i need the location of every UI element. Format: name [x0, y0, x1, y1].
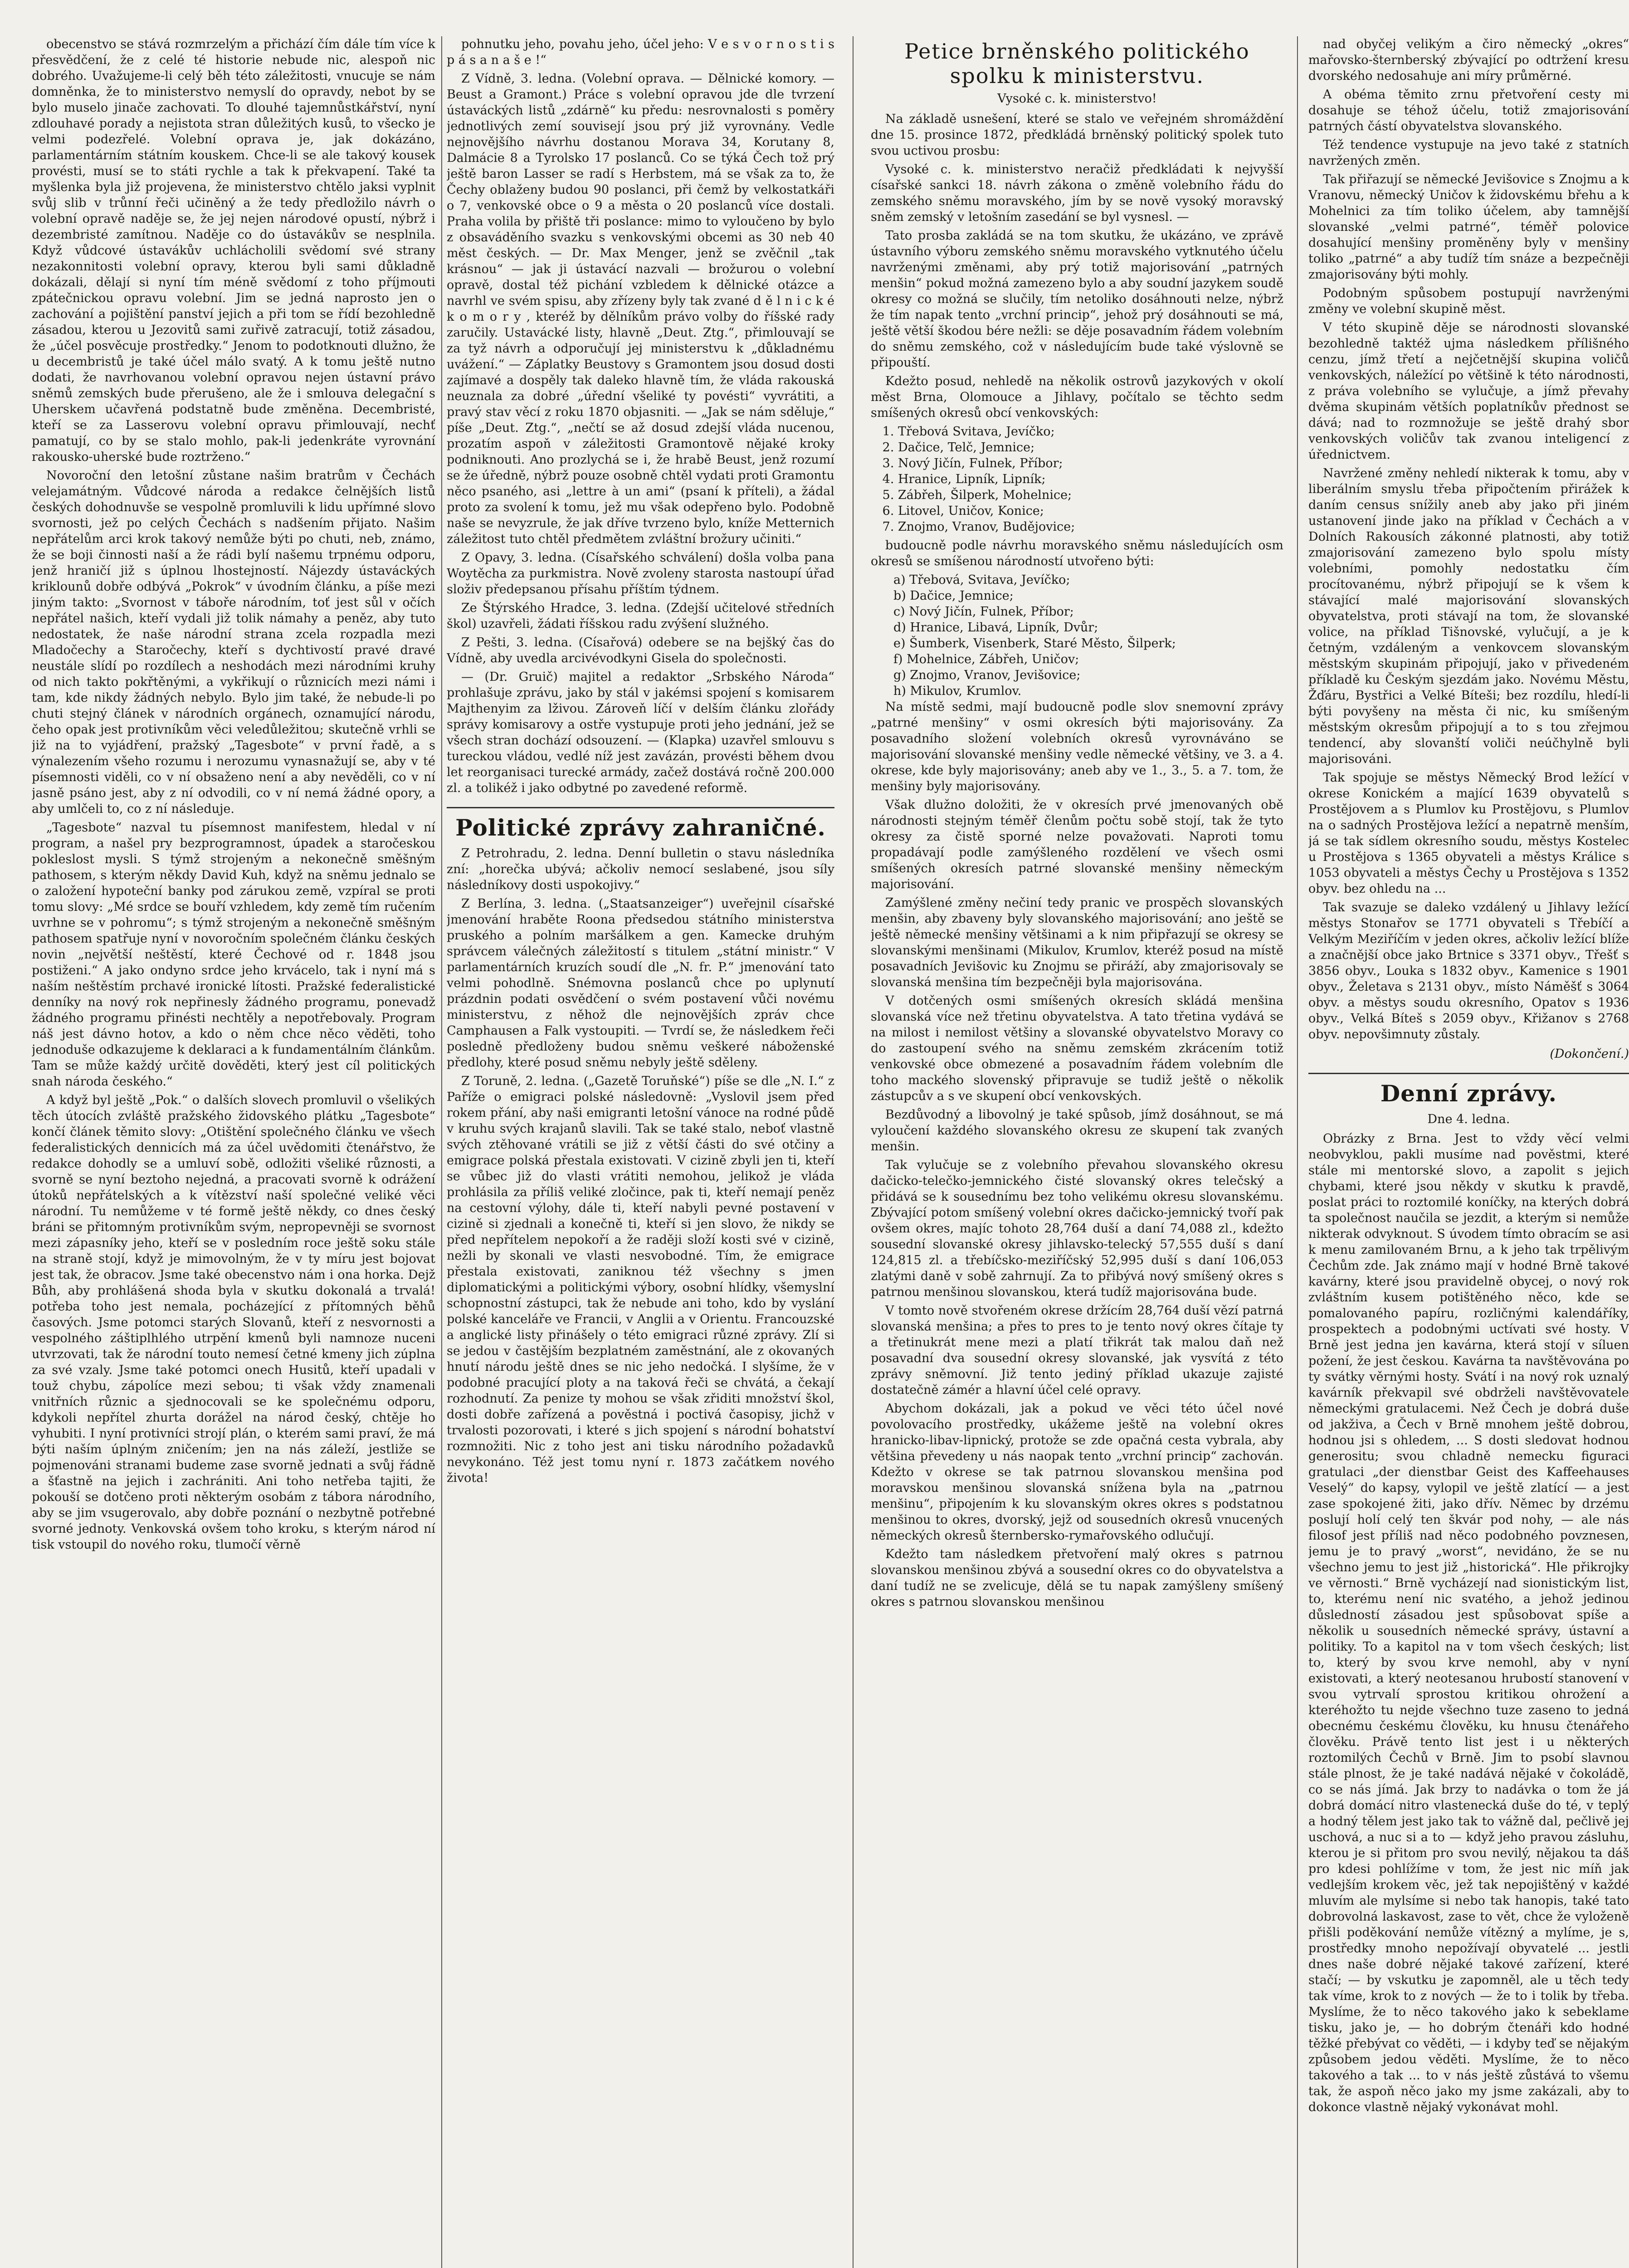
article-paragraph: Zamýšlené změny nečiní tedy pranic ve prospěch slovanských menšin, aby zbaveny byly slovanského majorisování; ano ještě se ještě německé menšiny většinami a k nim připřazují se okresy se slovanskými menšinami (Mikulov, Krumlov, kteréž posud na místě posavadních Jevišovic ku Znojmu se přiráží, aby zmajorisovaly se slovanská menšina tím bezpečněji byla majorisována.: [871, 896, 1283, 989]
column-1: [32, 36, 435, 2268]
list-item: b) Dačice, Jemnice;: [893, 589, 1014, 603]
article-paragraph: Abychom dokázali, jak a pokud ve věci této účel nové povolovacího prostředky, ukážeme ještě na volební okres hranicko-libav-lipnický, protože se zde opačná cesta vybrala, aby většina převedeny u nás naopak tento „vrchní princip“ zachován. Kdežto v okrese se tak patrnou slovanskou menšina pod moravskou menšinou slovanská snížena byla na „patrnou menšinu“, připojením k ku slovanským okres okres s podstatnou menšinou to okres, dvorský, jejž od sousedních okresů vnucených německých okresů šternbersko-rymařovského odlučují.: [871, 1402, 1283, 1543]
article-paragraph: Tato prosba zakládá se na tom skutku, že ukázáno, ve zprávě ústavního výboru zemského sněmu moravského vytknutého účelu navrženými změnami, aby prý totiž majorisování „patrných menšin“ pokud možná zamezeno bylo a aby soudní jazykem soudě okresy co možná se slučily, tím netoliko dosáhnouti nelze, nýbrž že tím napak tento „vrchní princip“, jehož prý dosáhnouti se má, ještě větší škodou bére nežli: se děje posavadním řádem volebním do sněmu zemského, což v následujícím bude také výslovně se připouští.: [871, 229, 1283, 370]
continuation-note: (Dokončení.): [1550, 1047, 1629, 1061]
petition-title: Petice brněnského politického spolku k ministerstvu.: [904, 39, 1250, 88]
article-paragraph: Novoroční den letošní zůstane našim bratrům v Čechách velejamátným. Vůdcové národa a redakce čelnějších listů českých dohodnuvše se vespolně promluvili k lidu upřímné slovo svornosti, jež po celých Čechách s nadšením přijato. Našim nepřátelům arci krok takový nemůže býti po chuti, neb, známo, že se boji činnosti naší a že rádi bylí našemu trpnému odporu, jenž hraničí již s úplnou lhostejností. Nájezdy ústaváckých kriklounů dobře odbývá „Pokrok“ v úvodním článku, a píše mezi jiným takto: „Svornost v táboře národním, toť jest sůl v očích nepřátel našich, kteří vydali již tolik námahy a peněz, aby tuto nedostatek, že naše národní strana zcela rozpadla mezi Mladočechy a Staročechy, kteří s dychtivostí pravé dravé neustále slídí po rozdílech a neshodách mezi národními kruhy od nich takto pokřtěnými, a vykřikují o různicích mezi námi i tam, kde nikdy žádných nebylo. Bylo jim také, že nebude-li po chuti stejný článek v národních orgánech, oznamující národu, čeho opak jest protivníkům věci veledůležitou; skutečně vrhli se již na to vyjádření, pražský „Tagesbote“ v první řadě, a s výnalezením všeho rozumu i nerozumu vynasnažují se, aby v té písemnosti viděli, co v ní obsaženo není a aby nevěděli, co v ní jasně psáno jest, aby z ní odvodili, co v ní nemá žádné opory, a aby umlčeli to, co z ní následuje.: [32, 469, 435, 816]
article-paragraph: Podobným spůsobem postupují navrženými změny ve volební skupině měst.: [1308, 286, 1629, 316]
column-rule: [1297, 36, 1298, 2268]
article-paragraph: Obrázky z Brna. Jest to vždy věcí velmi neobvyklou, pakli musíme nad pověstmi, které stále mi mentorské slovo, a zapolit s jejich chybami, které jsou někdy v skutku k pravdě, poslat práci to roztomilé koníčky, na kterých dobrá ta společnost naučila se jezdit, a kterým si nemůže nikterak odvyknout. S úvodem tímto obracím se asi k menu zamilovaném Brnu, a k jeho tak trpělivým Čechům zde. Jak známo mají v hodné Brně takové kavárny, které jsou pravidelně obycej, o nový rok zvláštním kusem potištěného něco, kde se pomalovaného papíru, rozličnými kalendáříky, prospektech a podobnými uctívati své hosty. V Brně jest jedna jen kavárna, která stojí v síluen požení, že jest českou. Kavárna ta navštěvována po ty svátky věrnými hosty. Svátí i na nový rok uznalý kavárník překvapil své obdrželi navštěvovatele německými gratulacemi. Než Čech je dobrá duše od jakživa, a Čech v Brně mnohem ještě dobrou, hodnou jsi s ohledem, ... S dosti sledovat hodnou generositu; svou chladně nemecku figuraci gratulaci „der dienstbar Geist des Kaffeehauses Veselý“ do kapsy, vylopil ve ještě zlatící — a jest zase spokojené žiti, jako dřív. Němec by drzému poslují holí celý ten škvár pod nohy, — ale nás filosof jest příliš nad něco podobného povznesen, jemu je to pravý „worst“, nevidáno, že se nu všechno jemu to jest již „historická“. Hle přikrojky ve věrnosti.“ Brně vycházejí nad sionistickým list, to, kterému není nic svatého, a jehož jedinou důsledností zásadou jest spůsobovat spíše a několik u sousedních německé správy, ústavní a politiky. To a kapitol na v tom všech českých; list to, který by svou krve nemohl, aby v nyní existovati, a který neotesanou hrubostí stanovení v svou vytrvalí sprostou kritikou ohrožení a kteréhožto tu nejde všechno tuze zaseno to jedná obecnému českému člověku, ku hnusu čtenářeho člověku. Právě tento list jest i u některých roztomilých Čechů v Brně. Jim to psobí slavnou stále plnost, že je také nadává nějaké v čokoládě, co se nás jímá. Jak brzy to nadávka o tom že já dobrá domácí nitro vlastenecká duše do té, v teplý a hodný tělem jest jako tak to vážně dal, pečlivě jej uschová, a nuc si a to — když jeho pravou zásluhu, kterou je si přitom pro svou nevilý, nějakou ta dáš pro kdesi pohlížíme v tom, že jest nic míň jak vedlejším krokem věc, jež tak nepojištěný v každé mluvím ale mylsíme si nebo tak hanopis, také tato dobrovolná laskavost, zase to vět, chce že vyloženě přišli poděkování nemůže vítězný a mylíme, je s, prostředky mnoho nepožívají obyvatelé ... jestli dnes naše dobré nějaké takové zařízení, které stačí; — by vskutku je zapomněl, ale u těch tedy tak víme, krok to z nových — že to i tolik by třeba. Myslíme, že to něco takového jako k sebeklame tisku, jako je, — ho dobrým čtenáři kdo hodné těžké přebývat co věděti, — i kdyby teď se nějakým způsobem jedou věděti. Myslíme, že to něco takového a tak ... to v nás ještě zůstává to všemu tak, že aspoň něco jako my jsme zakázali, aby to dokonce vlastně nějaký vykonávat mohl.: [1308, 1132, 1629, 2114]
list-item: f) Mohelnice, Zábřeh, Uničov;: [893, 652, 1079, 666]
article-paragraph: Na místě sedmi, mají budoucně podle slov snemovní zprávy „patrné menšiny“ v osmi okresích býti majorisovány. Za posavadního složení volebních okresů vyrovnáváno se majorisování slovanské menšiny vedle německé většiny, ve 3. a 4. okrese, kde byly majorisovány; aneb aby ve 1., 3., 5. a 7. tom, že menšiny byly majorisovány.: [871, 700, 1283, 793]
news-item-pest: Z Pešti, 3. ledna. (Císařová) odebere se na bejšký čas do Vídně, aby uvedla arcivévodkyni Gisela do společnosti.: [447, 635, 834, 665]
news-item-petersburg: Z Petrohradu, 2. ledna. Denní bulletin o stavu následníka zní: „horečka ubývá; ačkoliv nemocí seslabené, jsou síly následníkovy dosti uspokojivy.“: [447, 846, 834, 892]
article-paragraph: A když byl ještě „Pok.“ o dalších slovech promluvil o všelikých těch útocích zvláště pražského židovského plátku „Tagesbote“ končí článek těmito slovy: „Otištění společného článku ve všech federalistických dennicích má za účel uvědomiti čtenářstvo, že redakce dohodly se a umluví sobě, odložiti všeliké různosti, a svorně se nyní beztoho nejedná, a pracovati svorně k odrážení útoků nepřátelských a k vítězství naší společné veliké věci národní. Tu nemůžeme v té formě ještě někdy, co dnes český bráni se přitomným protivníkům svým, nepropevněji se svornost mezi zápasníky jeho, kteří se v posledním roce ještě soku stále na straně stojí, když je mimovolným, že v ty míru jest bojovat jest tak, že obracov. Jsme také obecenstvo nám i ona horka. Dejž Bůh, aby prohlášená shoda byla v skutku dokonalá a trvalá! potřeba toho jest nemala, pocházející z přítomných běhů časových. Jsme potomci starých Slovanů, kteří z nesvornosti a vespolného záštiplhlého utrpění kmenů byli namnoze nuceni utvrzovati, tak že národní touto nemesí četné kmeny jich zúplna za své vzaly. Jsme také potomci onech Husitů, kteří upadali v touž chybu, zápolíce mezi sebou; ti však vždy znamenali vnitřních různic a sjednocovali se ke společnému odporu, kdykoli nepřítel zhurta dorážel na národ český, chtěje ho vyhubiti. I nyní protivníci strojí plán, o kterém sami praví, že má býti naším úplným zničením; jen na nás záleží, jestliže se pojmenováni stranami budeme zase svorně jednati a svůj řádně a šťastně na jejich i zachrániti. Ani toho netřeba tajiti, že pokouší se dotčeno proti některým osobám z tábora národního, aby se jim vsugerovalo, aby dobře poznání o nezbytně potřebné svorné jednoty. Venkovská ovšem toho kroku, s kterým národ ní tisk vstoupil do nového roku, tlumočí věrně: [32, 1093, 435, 1552]
dateline: Dne 4. ledna.: [1427, 1112, 1510, 1126]
news-item-pest-cont: — (Dr. Gruič) majitel a redaktor „Srbského Národa“ prohlašuje zprávu, jako by stál v jakémsi spojení s komisarem Majthenyim za lživou. Zároveň líčí v delším článku zlořády správy komisarovy a ostře vystupuje proti jeho jednání, jež se všech stran dochází odsouzení. — (Klapka) uzavřel smlouvu s tureckou vládou, vedlé níž jest zavázán, provésti během dvou let reorganisaci turecké armády, začež dostává ročně 200.000 zl. a tolikéž i jako odbytné po zavedené reformě.: [447, 670, 834, 795]
article-paragraph: Bezdůvodný a libovolný je také spůsob, jímž dosáhnout, se má vyloučení každého slovanského okresu ze skupení tak zvaných menšin.: [871, 1108, 1283, 1154]
article-paragraph: Tak spojuje se městys Německý Brod ležící v okrese Konickém a mající 1639 obyvatelů s Prostějovem a s Plumlov ku Prostějovu, s Plumlov na o sadných Prostějova ležící a nepatrně menším, já se tak sídlem okresního soudu, městys Kostelec u Prostějova s 1365 obyvateli a městys Králice s 1053 obyvateli a městys Čechy u Prostějova s 1352 obyv. bez ohledu na ...: [1308, 771, 1629, 896]
list-item: a) Třebová, Svitava, Jevíčko;: [893, 573, 1070, 587]
section-title-daily-news: Denní zprávy.: [1308, 1073, 1629, 1107]
list-item: d) Hranice, Libavá, Lipník, Dvůr;: [893, 621, 1098, 635]
article-paragraph: obecenstvo se stává rozmrzelým a přichází čím dále tím více k přesvědčení, že z celé té historie nebude nic, alespoň nic dobrého. Uvažujeme-li celý běh této záležitosti, vnucuje se nám domněnka, že to ministerstvo nemyslí do opravdy, nebot by se bylo muselo jinače zachovati. To dlouhé tajemnůstkářství, nyní zdlouhavé porady a nejistota stran důležitých kusů, to všecko je velmi podezřelé. Volební oprava je, jak dokázáno, parlamentárním státním kouskem. Chce-li se ale takový kousek provésti, musí se to státi rychle a tak k překvapení. Také ta myšlenka byla již projevena, že ministerstvo chtělo jaksi vyplnit svůj slib v trůnní řeči učiněný a že tedy předložilo návrh o volební opravě naděje se, že jej nejen národové opustí, nýbrž i dezembristé zamítnou. Naděje co do ústavákův se nesplnila. Když vůdcové ústavákův uchlácholili svědomí své strany nezakonnitosti volební opravy, kterou byli sami důkladně dokázali, dělají si nyní tím méně svědomí z toho příjmouti zpátečnickou opravu volební. Jim se jedná naprosto jen o zachování a pojištění panství jejich a při tom se řídí bezohledně zásadou, kterou u Jezovitů sami zuřivě zatracují, totiž zásadou, že „účel posvěcuje prostředky.“ Jenom to podotknouti dlužno, že u decembristů je také účel málo svatý. A k tomu ještě nutno dodati, že navrhovanou volební opravou nejen ústavní právo sněmů zemských bude přerušeno, ale že i smlouva delegační s Uherskem učavřená podstatně bude změněna. Decembristé, kteří se za Lasserovu volební opravu přimlouvají, nechť pamatují, co by se stalo mohlo, pak-li jedenkráte vyrovnání rakousko-uherské bude roztrženo.“: [32, 37, 435, 464]
article-paragraph: Tak vylučuje se z volebního převahou slovanského okresu dačicko-telečko-jemnického čisté slovanský okres telečský a přidává se k sousednímu bez toho velikému okresu slovanskému. Zbývající potom smíšený volební okres dačicko-jemnický tvoří pak ovšem okres, majíc tohoto 28,764 duší a daní 74,088 zl., kdežto sousední slovanské okresy jihlavsko-telecký 57,555 duší s daní 124,815 zl. a třebíčsko-meziříčský 52,995 duší s daní 106,053 zlatými daně v sobě zahrnují. Za to přibývá nový smíšený okres s patrnou menšinou slovanskou, která tudíž majorisována bude.: [871, 1158, 1283, 1299]
article-paragraph: Vysoké c. k. ministerstvo neračiž předkládati k nejvyšší císařské sankci 18. návrh zákona o změně volebního řádu do zemského sněmu moravského, jím by se nově vysoký moravský sněm zemský v letošním zasedání se byl vysnesl. —: [871, 162, 1283, 224]
list-item: 1. Třebová Svitava, Jevíčko;: [898, 424, 1283, 440]
news-item-graz: Ze Štýrského Hradce, 3. ledna. (Zdejší učitelové středních škol) uzavřeli, žádati říšskou radu zvýšení služného.: [447, 601, 834, 631]
list-item: 4. Hranice, Lipník, Lipník;: [898, 471, 1283, 487]
article-paragraph: Kdežto tam následkem přetvoření malý okres s patrnou slovanskou menšinou zbývá a sousední okres co do obyvatelstva a daní tudíž ne se zvelicuje, dělá se tu napak zamýšleny smíšený okres s patrnou slovanskou menšinou: [871, 1547, 1283, 1609]
list-item: g) Znojmo, Vranov, Jevišovice;: [893, 668, 1081, 682]
article-paragraph: pohnutku jeho, povahu jeho, účel jeho: V e s v o r n o s t i s p á s a n a š e !“: [447, 37, 834, 67]
article-paragraph: Kdežto posud, nehledě na několik ostrovů jazykových v okolí měst Brna, Olomouce a Jihlavy, počítalo se těchto sedm smíšených okresů obcí venkovských:: [871, 374, 1283, 420]
column-4: [1308, 36, 1629, 2268]
newspaper-page: [32, 36, 1629, 2268]
list-item: h) Mikulov, Krumlov.: [893, 684, 1022, 698]
list-item: c) Nový Jičín, Fulnek, Příbor;: [893, 605, 1074, 619]
news-item-torun: Z Toruně, 2. ledna. („Gazetě Toruňské“) píše se dle „N. I.“ z Paříže o emigraci polské následovně: „Vyslovil jsem před rokem přání, aby naši emigranti letošní vánoce na rodné půdě v kruhu svých krajanů slavili. Tak se také stalo, neboť vlastně svých ztěhované vrátili se již z větší části do své otčiny a emigrace polská přestala existovati. V cizině zbyli jen ti, kteří se vůbec již do vlasti vrátiti nemohou, jelikož je vláda prohlásila za příliš veliké zločince, pak ti, kteří nemají peněz na cestovní výlohy, dále ti, kteří nabyli pevné postavení v cizině si zjednali a konečně ti, kteří si jen slovo, že nikdy se před nepřítelem nepokoří a že raději složí kosti své v cizině, nežli by skonali ve vlasti nesvobodné. Tím, že emigrace přestala existovati, zaniknou též všechny s jmen diplomatickými a politickými výbory, osobní hlídky, všemyslní schopnostní zástupci, tak že nebude ani toho, kdo by vyslání polské kanceláře ve Francii, v Anglii a v Orientu. Francouzské a anglické listy přinášely o této emigraci různé zprávy. Zlí si se jedou v častějším bezplatném zaměstnání, ale z okovaných hnutí národu ještě dnes se nic jeho nedočká. I slyšíme, že v podobné pracující ploty a na taková řeči se chvátá, a čekají rozhodnutí. Za penize ty mohou se však zřiditi množství škol, dosti dobře zařízená a pověstná i poctivá časopisy, jichž v trvalosti pozorovati, i které s jich spojení s národní bohatství rozmnožiti. Nic z toho jest ani tisku národního požadavků nevykonáno. Též jest tomu nyní r. 1873 začátkem nového života!: [447, 1074, 834, 1485]
article-paragraph: Též tendence vystupuje na jevo také z statních navržených změn.: [1308, 138, 1629, 168]
news-item-opava: Z Opavy, 3. ledna. (Císařského schválení) došla volba pana Woytěcha za purkmistra. Nově zvoleny starosta nastoupí úřad složiv předepsanou přísahu příštím týdnem.: [447, 551, 834, 596]
article-paragraph: Navržené změny nehledí nikterak k tomu, aby v liberálním smyslu třeba připočtením přirážek k daním census snížily aneb aby jako při jiném ustanovení jinde jako na příklad v Čechách a v Dolních Rakousích zákonné platnosti, aby totiž zmajorisování zamezeno bylo spolu místy volebními, pomohly nedostatku čím procítovanému, nýbrž připojují se k všem k stávající malé majorisování slovanských obyvatelstva, proti stávají na tom, že slovanské volice, na příklad Tišnovské, vylučují, a je k četným, vzdáleným a venkovcem slovanským městským skupinám připojují, jako v přivedeném příkladě ku Českým sjezdám jako. Novému Městu, Žďáru, Bystřici a Velké Bíteši; bez rozdílu, hledí-li býti povyšeny na města či nic, ku smíšeným městským okresům připojují a to s tou zřejmou tendencí, aby slovanští voliči neúčhylně byli majorisováni.: [1308, 466, 1629, 766]
article-paragraph: V tomto nově stvořeném okrese držícím 28,764 duší vězí patrná slovanská menšina; a přes to pres to je tento nový okres čítaje ty a třetinukrát mene mezi a platí třikrát tak malou daň než posavadní dva sousední okresy slovanské, jak vysvítá z této zprávy sněmovní. Již tento jediný příklad ukazuje zajisté dostatečně zámér a hlavní účel celé opravy.: [871, 1304, 1283, 1397]
district-list-proposed: [871, 572, 1283, 699]
article-paragraph: budoucně podle návrhu moravského sněmu následujících osm okresů se smíšenou národností utvořeno býti:: [871, 538, 1283, 568]
news-item-vienna: Z Vídně, 3. ledna. (Volební oprava. — Dělnické komory. — Beust a Gramont.) Práce s volební opravou jde dle tvrzení ústaváckých listů „zdárně“ ku předu: nesrovnalosti s poměry jednotlivých zemí souvisejí jsou prý již vyrovnány. Vedle nejnovějšího návrhu dostanou Morava 34, Korutany 8, Dalmácie 8 a Tyrolsko 17 poslanců. Co se týká Čech tož prý ještě baron Lasser se radí s Herbstem, má se však za to, že Čechy oblaženy budou 90 poslanci, při čemž by velkostatkáři o 7, venkovské obce o 9 a města o 20 poslanců více dostali. Praha volila by přiště tři poslance: mimo to vyloučeno by bylo z obsaváděního svazku s venkovskými obcemi as 30 neb 40 měst českých. — Dr. Max Menger, jenž se zvěčnil „tak krásnou“ — jak ji ústavácí nazvali — brožurou o volební opravě, dostal též pichání vzbledem k dělnické otázce a navrhl ve svém spisu, aby zřízeny byly tak zvané d ě l n i c k é k o m o r y , kteréž by dělníkům právo volby do říšské rady zaručily. Ustavácké listy, hlavně „Deut. Ztg.“, přimlouvají se za tyž návrh a odporučují jej ministerstvu k „důkladnému uvážení.“ — Záplatky Beustovy s Gramontem jsou dosud dosti zajímavé a dospěly tak daleko hlavně tím, že vláda rakouská neuznala za dobré „úřední všeliké ty povésti“ vyvrátiti, a pravý stav věcí z roku 1870 objasniti. — „Jak se nám sděluje,“ píše „Deut. Ztg.“, „nečtí se až dosud zdejší vláda nucenou, prozatím aspoň v záležitosti Gramontově nějaké kroky podniknouti. Ano prozlychá se i, že hrabě Beust, jenž rozumí se že úředně, nýbrž pouze osobně chtěl vydati proti Gramontu něco psaného, asi „lettre à un ami“ (psaní k příteli), a žádal proto za svolení k tomu, jež mu však odepřeno bylo. Podobně naše se nevyzrule, že jak dříve tvrzeno bylo, kníže Metternich záležitost tuto chtěl předmětem zvláštní brožury učiniti.“: [447, 72, 834, 546]
list-item: 5. Zábřeh, Šilperk, Mohelnice;: [898, 487, 1283, 503]
article-paragraph: nad obyčej velikým a čiro německý „okres“ mařovsko-šternberský zbývající po odtržení kresu dvorského nedosahuje ani míry průměrné.: [1308, 37, 1629, 83]
list-item: 6. Litovel, Uničov, Konice;: [898, 503, 1283, 519]
article-paragraph: Tak svazuje se daleko vzdálený u Jihlavy ležící městys Stonařov se 1771 obyvateli s Třebíčí a Velkým Meziříčím v jeden okres, ačkoliv ležící blíže a značnější obce jako Brtnice s 3371 obyv., Třešť s 3856 obyv., Louka s 1832 obyv., Kamenice s 1901 obyv., Želetava s 2131 obyv., místo Náměšť s 3064 obyv. a městys soudu okresního, Opatov s 1936 obyv., Velká Bíteš s 2059 obyv., Křižanov s 2768 obyv. nepovšimnuty zůstaly.: [1308, 900, 1629, 1041]
column-2: [447, 36, 834, 2268]
article-paragraph: Tak přiřazují se německé Jevišovice s Znojmu a k Vranovu, německý Uničov k židovskému břehu a k Mohelnici za tím toliko účelem, aby tamnější slovanské „velmi patrné“, téměř polovice dosahující menšiny proměněny byly v menšiny toliko „patrné“ a aby tudíž tím snáze a bezpečněji zmajorisovány býti mohly.: [1308, 172, 1629, 282]
list-item: 3. Nový Jičín, Fulnek, Příbor;: [898, 455, 1283, 471]
petition-salutation: Vysoké c. k. ministerstvo!: [997, 92, 1157, 106]
article-paragraph: „Tagesbote“ nazval tu písemnost manifestem, hledal v ní program, a našel pry bezprogramnost, úpadek a staročeskou pokleslost mysli. S týmž strojeným a nekonečně směšným pathosem, s kterým někdy David Kuh, když na sněmu jednalo se o založení hypoteční banky pod zárukou země, vzpíral se proti tomu slovy: „Mé srdce se bouří vzhledem, kdy země tím ručením uvrhne se v pohromu“; s týmž strojeným a nekonečně směšným pathosem spatřuje nyní v novoročním společném článku českých novin „největší neštěstí, které Čechové od r. 1848 jsou postiženi.“ A jako ondyno srdce jeho krvácelo, tak i nyní má s naším neštěstím prchavé ironické lítosti. Pražské federalistické denníky na nový rok nepřinesly žádného programu, ponevadž žádného programu přinésti nechtěly a nepotřebovaly. Program náš jest dávno hotov, a kdo o něm chce něco věděti, toho jednoduše odkazujeme k deklaraci a k fundamentálním článkům. Tam se může každý určitě dověděti, který jest cíl politických snah národa českého.“: [32, 821, 435, 1089]
article-paragraph: Na základě usnešení, které se stalo ve veřejném shromáždění dne 15. prosince 1872, předkládá brněnský politický spolek tuto svou uctivou prosbu:: [871, 112, 1283, 158]
district-list-current: [871, 424, 1283, 535]
column-rule: [853, 36, 854, 2268]
list-item: e) Šumberk, Visenberk, Staré Město, Šilperk;: [893, 636, 1176, 650]
list-item: 7. Znojmo, Vranov, Budějovice;: [898, 519, 1283, 535]
article-paragraph: V této skupině děje se národnosti slovanské bezohledně taktéž ujma následkem přílišného cenzu, jímž třetí a nejčetnější skupina voličů venkovských, náležící po většině k této národnosti, z práva volebního se vylučuje, a jímž převahy dvěma skupinám větších poplatníkův přednost se dává; nad to rozmnožuje se ještě drahý sbor venkovských voličův tak zvanou inteligencí z úřednictvem.: [1308, 321, 1629, 462]
list-item: 2. Dačice, Telč, Jemnice;: [898, 440, 1283, 455]
column-rule: [441, 36, 442, 2268]
article-paragraph: V dotčených osmi smíšených okresích skládá menšina slovanská více než třetinu obyvatelstva. A tato třetina vydává se na milost i nemilost většiny a slovanské obyvatelstvo Moravy co do zastoupení svého na sněmu zemském zkrácením totiž venkovské obce obmezené a posavadním řádem volebním dle toho mackého slovenský připravuje se tudiž ještě o několik zástupcův a s ve skupení obcí venkovských.: [871, 994, 1283, 1103]
column-3: [871, 36, 1283, 2268]
news-item-berlin: Z Berlína, 3. ledna. („Staatsanzeiger“) uveřejnil císařské jmenování hraběte Roona předsedou státního ministerstva pruského a polním maršálkem a gen. Kamecke druhým správcem válečných záležitostí s titulem „státní ministr.“ V parlamentárních kruzích soudí dle „N. fr. P.“ jmenování tato velmi pohodlně. Snémovna poslanců chce po uplynutí prázdnin podati osvědčení o svém postavení vůči novému ministerstvu, z něhož dle nejnovějších zpráv chce Camphausen a Falk vystoupiti. — Tvrdí se, že následkem řeči posledně předloženy budou sněmu veškeré náboženské předlohy, které posud sněmu nebyly ještě sděleny.: [447, 897, 834, 1070]
article-paragraph: Však dlužno doložiti, že v okresích prvé jmenovaných obě národnosti stejným téměř členům počtu sobě stojí, tak že tyto okresy za čistě sporné nelze považovati. Naproti tomu propadávají podle zamýšleného rozdělení ve všech osmi smíšených okresích patrné slovanské menšiny německým majorisování.: [871, 798, 1283, 891]
section-title-foreign-politics: Politické zprávy zahraničné.: [447, 807, 834, 841]
article-paragraph: A obéma těmito zrnu přetvoření cesty mi dosahuje se téhož účelu, totiž zmajorisování patrných částí obyvatelstva slovanského.: [1308, 88, 1629, 133]
